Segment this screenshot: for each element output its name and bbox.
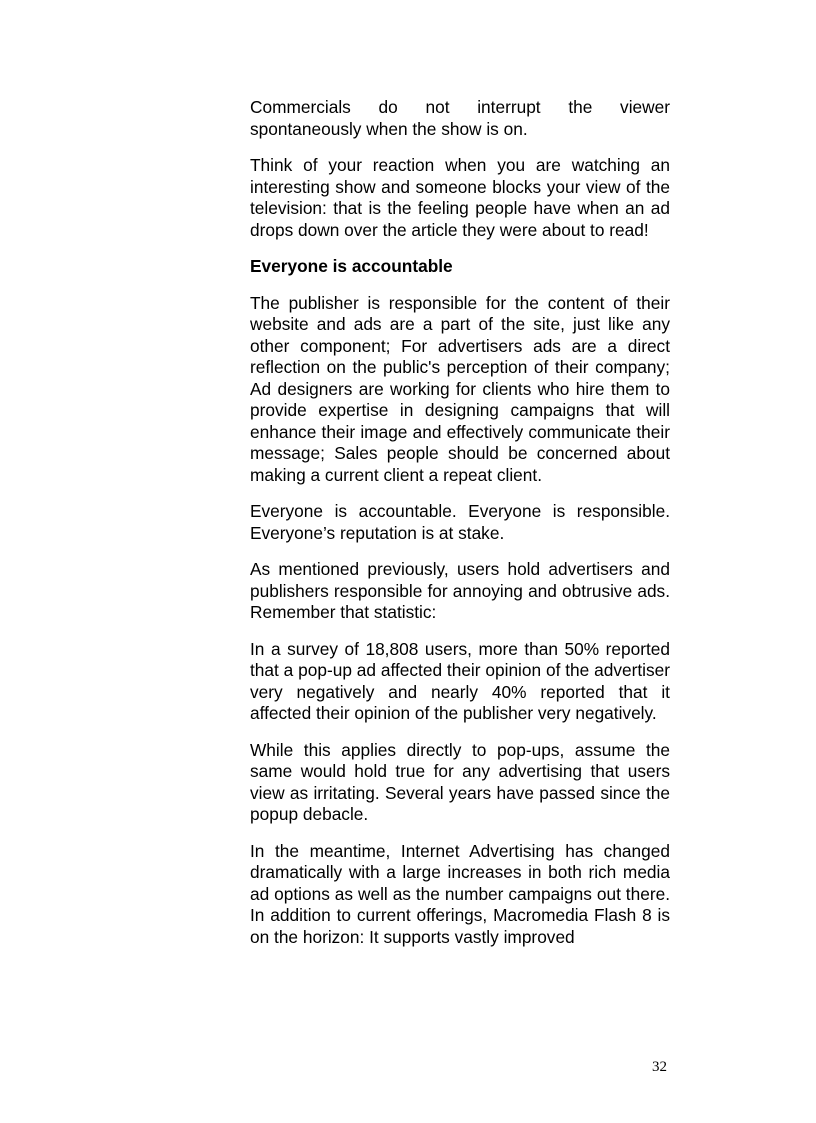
document-page [250, 97, 670, 963]
paragraph-popups: While this applies directly to pop-ups, assume the same would hold true for any advertising that users view as irritating. Several years have passed since the popup debacle. [250, 739, 670, 824]
paragraph-everyone-accountable: Everyone is accountable. Everyone is responsible. Everyone’s reputation is at stake. [250, 501, 670, 543]
paragraph-mentioned-previously: As mentioned previously, users hold advertisers and publishers responsible for annoying and obtrusive ads. Remember that statistic: [250, 559, 670, 622]
paragraph-commercials: Commercials do not interrupt the viewer spontaneously when the show is on. [250, 97, 670, 139]
page-number: 32 [652, 1059, 667, 1075]
paragraph-publisher-responsibility: The publisher is responsible for the content of their website and ads are a part of the site, just like any other component; For advertisers ads are a direct reflection on the public's perception of their company; Ad designers are working for clients who hire them to provide expertise in designing campaigns that will enhance their image and effectively communicate their message; Sales people should be concerned about making a current client a repeat client. [250, 292, 670, 485]
paragraph-survey-statistic: In a survey of 18,808 users, more than 50% reported that a pop-up ad affected their opinion of the advertiser very negatively and nearly 40% reported that it affected their opinion of the publisher very negatively. [250, 638, 670, 723]
section-heading: Everyone is accountable [250, 256, 453, 276]
paragraph-meantime: In the meantime, Internet Advertising has changed dramatically with a large increases in both rich media ad options as well as the number campaigns out there. In addition to current offerings, Macromedia Flash 8 is on the horizon: It supports vastly improved [250, 840, 670, 947]
paragraph-reaction: Think of your reaction when you are watching an interesting show and someone blocks your view of the television: that is the feeling people have when an ad drops down over the article they were about to read! [250, 155, 670, 240]
